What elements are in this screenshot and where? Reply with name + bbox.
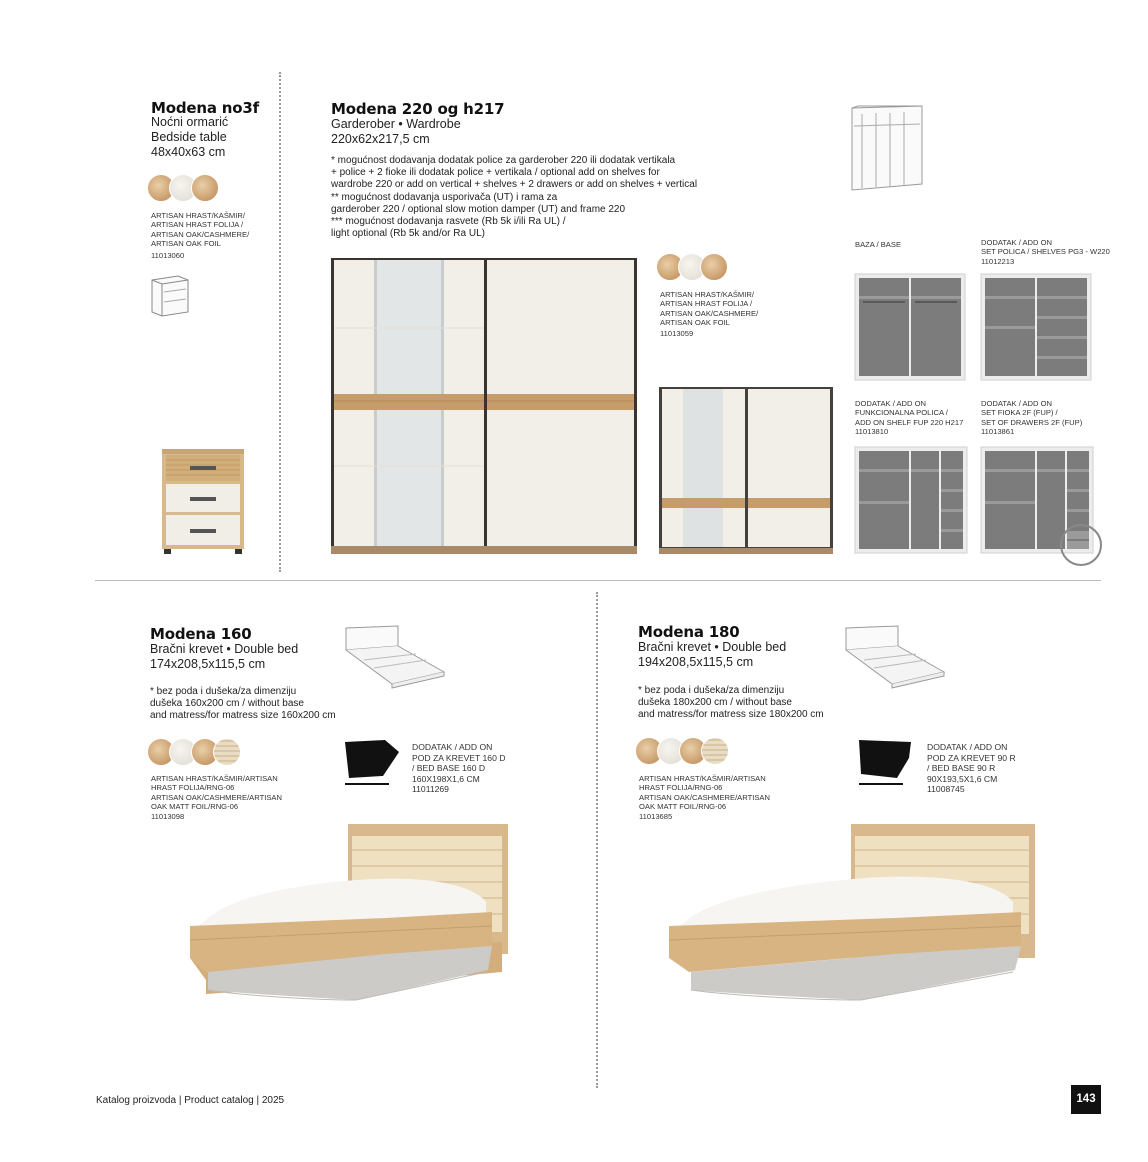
bed180-base-icon: [857, 738, 915, 788]
page-number: 143: [1071, 1085, 1101, 1114]
bed180-notes: * bez poda i dušeka/za dimenziju dušeka 180x200 cm / without base and matress/for matress size 180x200 cm: [638, 685, 824, 721]
wardrobe-small-image: [657, 385, 835, 556]
divider-horizontal: [95, 580, 1101, 581]
wardrobe-title: Modena 220 og h217: [331, 100, 505, 118]
wardrobe-code: 11013059: [660, 329, 694, 338]
bed180-dims: 194x208,5x115,5 cm: [638, 655, 754, 669]
bed180-color-swatches: [635, 737, 723, 765]
wardrobe-dims: 220x62x217,5 cm: [331, 132, 430, 146]
bed180-product-image: [665, 822, 1041, 1022]
interior-fup-shelf-image: [853, 445, 969, 557]
bedside-code: 11013060: [151, 251, 185, 260]
wardrobe-name: Garderober • Wardrobe: [331, 117, 461, 131]
interior-shelves-image: [979, 272, 1093, 384]
bed160-addon: DODATAK / ADD ON POD ZA KREVET 160 D / BED BASE 160 D 160X198X1,6 CM 11011269: [412, 742, 506, 795]
wardrobe-large-image: [329, 256, 639, 556]
bed160-notes: * bez poda i dušeka/za dimenziju dušeka 160x200 cm / without base and matress/for matress size 160x200 cm: [150, 686, 336, 722]
divider-vertical-top: [279, 72, 281, 572]
swatch-artisan-oak-foil: [191, 174, 219, 202]
bedside-finish: ARTISAN HRAST/KAŠMIR/ ARTISAN HRAST FOLIJA / ARTISAN OAK/CASHMERE/ ARTISAN OAK FOIL: [151, 211, 250, 249]
bed180-title: Modena 180: [638, 623, 740, 641]
bed160-color-swatches: [147, 738, 235, 766]
bedside-line-drawing: [148, 272, 192, 318]
interior-base-image: [853, 272, 967, 384]
wardrobe-line-drawing: [846, 102, 928, 194]
bedside-color-swatches: [147, 174, 213, 202]
bed160-name: Bračni krevet • Double bed: [150, 642, 299, 656]
swatch-rng-06: [701, 737, 729, 765]
bed160-line-drawing: [344, 624, 450, 690]
interior-fup-shelf-label: DODATAK / ADD ON FUNKCIONALNA POLICA / ADD ON SHELF FUP 220 H217 11013810: [855, 399, 964, 437]
divider-vertical-bottom: [596, 592, 598, 1088]
bed180-addon: DODATAK / ADD ON POD ZA KREVET 90 R / BED BASE 90 R 90X193,5X1,6 CM 11008745: [927, 742, 1016, 795]
interior-drawers-label: DODATAK / ADD ON SET FIOKA 2F (FUP) / SET OF DRAWERS 2F (FUP) 11013861: [981, 399, 1083, 437]
bed160-product-image: [186, 822, 514, 1022]
bed160-dims: 174x208,5x115,5 cm: [150, 657, 266, 671]
bed180-line-drawing: [844, 624, 950, 690]
bedside-product-image: [160, 446, 246, 556]
bed180-finish: ARTISAN HRAST/KAŠMIR/ARTISAN HRAST FOLIJA/RNG-06 ARTISAN OAK/CASHMERE/ARTISAN OAK MATT FOIL/RNG-06 11013685: [639, 774, 770, 821]
wardrobe-notes: * mogućnost dodavanja dodatak police za garderober 220 ili dodatak vertikala + police + 2 fioke ili dodatak police + vertikala / optional add on shelves for wardrobe 220 or add on vertical + shelves + 2 drawers or add on shelves + vertical ** mogućnost dodavanja usporivača (UT) i rama za garderober 220 / optional slow motion damper (UT) and frame 220 *** mogućnost dodavanja rasvete (Rb 5k i/ili Ra UL) / light optional (Rb 5k and/or Ra UL): [331, 155, 698, 240]
swatch-rng-06: [213, 738, 241, 766]
bed180-name: Bračni krevet • Double bed: [638, 640, 787, 654]
wardrobe-color-swatches: [656, 253, 722, 281]
bed160-base-icon: [343, 738, 401, 788]
interior-base-label: BAZA / BASE: [855, 240, 902, 249]
bedside-dims: 48x40x63 cm: [151, 145, 226, 159]
bedside-title: Modena no3f: [151, 99, 259, 117]
bed160-title: Modena 160: [150, 625, 252, 643]
footer-text: Katalog proizvoda | Product catalog | 2025: [96, 1095, 285, 1106]
bedside-name-en: Bedside table: [151, 130, 227, 144]
wardrobe-finish: ARTISAN HRAST/KAŠMIR/ ARTISAN HRAST FOLIJA / ARTISAN OAK/CASHMERE/ ARTISAN OAK FOIL: [660, 290, 759, 328]
swatch-artisan-oak-foil: [700, 253, 728, 281]
bedside-name-local: Noćni ormarić: [151, 115, 229, 129]
drawers-highlight-circle: [1058, 522, 1104, 568]
bed160-finish: ARTISAN HRAST/KAŠMIR/ARTISAN HRAST FOLIJA/RNG-06 ARTISAN OAK/CASHMERE/ARTISAN OAK MATT FOIL/RNG-06 11013098: [151, 774, 282, 821]
interior-shelves-label: DODATAK / ADD ON SET POLICA / SHELVES PG3 - W220 11012213: [981, 238, 1110, 266]
